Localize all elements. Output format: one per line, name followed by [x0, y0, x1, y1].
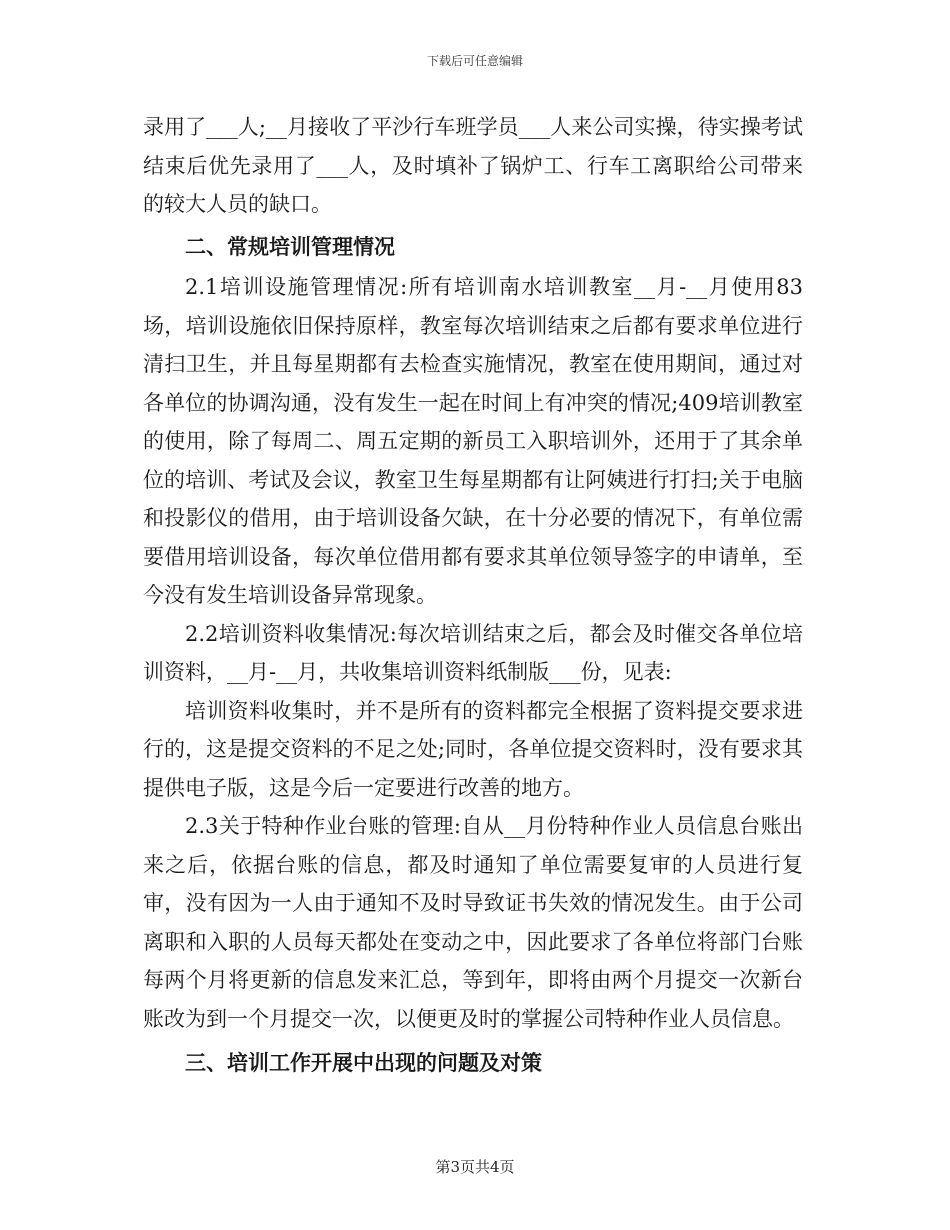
- section-heading-3: 三、培训工作开展中出现的问题及对策: [185, 1050, 542, 1075]
- paragraph-materials-issues: 培训资料收集时，并不是所有的资料都完全根据了资料提交要求进行的，这是提交资料的不足之处;同时，各单位提交资料时，没有要求其提供电子版，这是今后一定要进行改善的地方。: [143, 698, 803, 800]
- paragraph-2-1-facilities: 2.1培训设施管理情况:所有培训南水培训教室__月-__月使用83场，培训设施依旧保持原样，教室每次培训结束之后都有要求单位进行清扫卫生，并且每星期都有去检查实施情况，教室在使用期间，通过对各单位的协调沟通，没有发生一起在时间上有冲突的情况;409培训教室的使用，除了每周二、周五定期的新员工入职培训外，还用于了其余单位的培训、考试及会议，教室卫生每星期都有让阿姨进行打扫;关于电脑和投影仪的借用，由于培训设备欠缺，在十分必要的情况下，有单位需要借用培训设备，每次单位借用都有要求其单位领导签字的申请单，至今没有发生培训设备异常现象。: [143, 275, 803, 607]
- document-body: [143, 108, 803, 1085]
- paragraph-2-2-materials: 2.2培训资料收集情况:每次培训结束之后，都会及时催交各单位培训资料，__月-__月，共收集培训资料纸制版___份，见表:: [143, 621, 803, 684]
- page-number-footer: 第3页共4页: [435, 1158, 515, 1176]
- paragraph-recruitment-continued: 录用了___人;__月接收了平沙行车班学员___人来公司实操，待实操考试结束后优先录用了___人，及时填补了锅炉工、行车工离职给公司带来的较大人员的缺口。: [143, 115, 803, 216]
- section-heading-2: 二、常规培训管理情况: [185, 233, 395, 259]
- paragraph-2-3-special-operations: 2.3关于特种作业台账的管理:自从__月份特种作业人员信息台账出来之后，依据台账的信息，都及时通知了单位需要复审的人员进行复审，没有因为一人由于通知不及时导致证书失效的情况发生。由于公司离职和入职的人员每天都处在变动之中，因此要求了各单位将部门台账每两个月将更新的信息发来汇总，等到年，即将由两个月提交一次新台账改为到一个月提交一次，以便更及时的掌握公司特种作业人员信息。: [143, 814, 803, 1031]
- page-header: 下载后可任意编辑: [426, 54, 523, 68]
